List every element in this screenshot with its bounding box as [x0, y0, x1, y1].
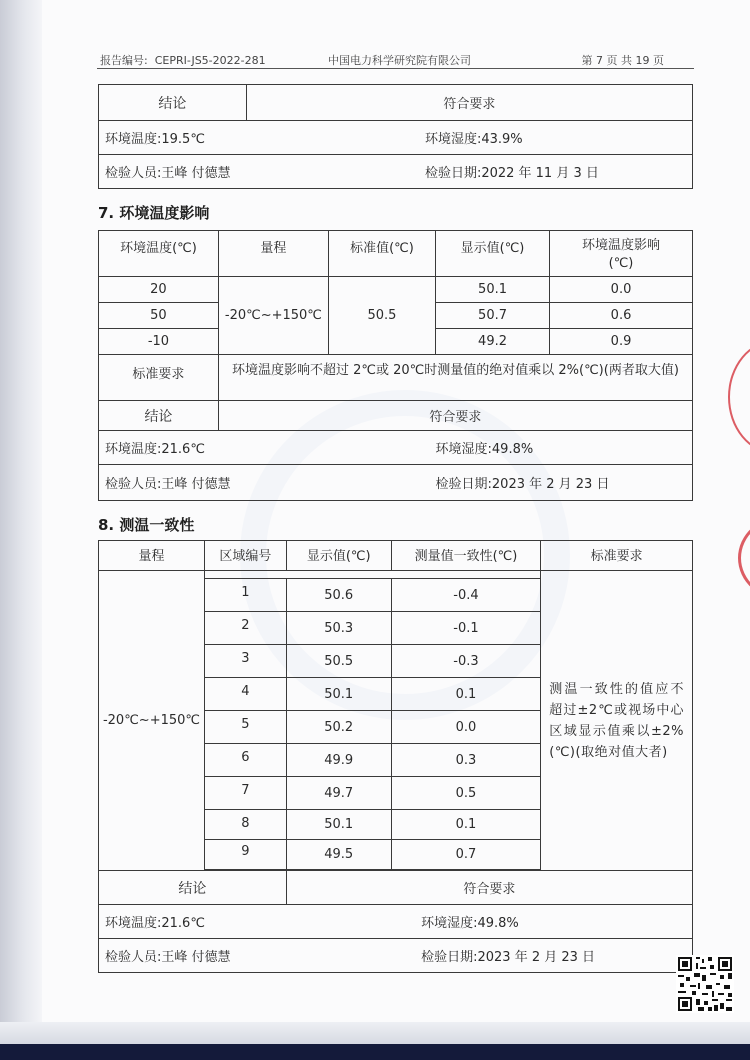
scanner-bottom-bar — [0, 1044, 750, 1060]
cell-consistency: -0.3 — [391, 645, 541, 678]
cell-zone: 1 — [204, 579, 286, 612]
table-row — [99, 277, 693, 303]
cell-effect: 0.6 — [550, 303, 693, 329]
page-binding-shadow — [0, 0, 42, 1060]
cell-zone: 6 — [204, 744, 286, 777]
cell-consistency: 0.5 — [391, 777, 541, 810]
env-temp: 环境温度:21.6℃ — [99, 431, 436, 465]
inspection-date: 检验日期:2023 年 2 月 23 日 — [391, 939, 692, 973]
cell-temp: 50 — [99, 303, 219, 329]
cell-display: 50.7 — [436, 303, 550, 329]
section-8-title: 8. 测温一致性 — [98, 516, 195, 534]
cell-consistency: -0.1 — [391, 612, 541, 645]
header-display: 显示值(℃) — [286, 541, 391, 571]
cell-display: 50.1 — [286, 678, 391, 711]
env-humidity: 环境湿度:49.8% — [391, 905, 692, 939]
env-temp: 环境温度:19.5℃ — [99, 121, 421, 155]
header-consistency: 测量值一致性(℃) — [391, 541, 541, 571]
cell-display: 49.9 — [286, 744, 391, 777]
page-number: 第 7 页 共 19 页 — [581, 54, 664, 67]
qr-code-icon — [676, 955, 734, 1013]
header-requirement: 标准要求 — [541, 541, 693, 571]
env-humidity: 环境湿度:49.8% — [436, 431, 693, 465]
temp-consistency-table — [98, 540, 693, 973]
conclusion-value: 符合要求 — [286, 871, 692, 905]
cell-temp: 20 — [99, 277, 219, 303]
requirement-label: 标准要求 — [99, 355, 219, 401]
requirement-text: 环境温度影响不超过 2℃或 20℃时测量值的绝对值乘以 2%(℃)(两者取大值) — [218, 355, 692, 401]
section-7-title: 7. 环境温度影响 — [98, 204, 210, 222]
cell-range: -20℃~+150℃ — [218, 277, 328, 355]
conclusion-label: 结论 — [99, 85, 247, 121]
cell-zone: 4 — [204, 678, 286, 711]
inspectors: 检验人员:王峰 付德慧 — [99, 155, 421, 189]
conclusion-label: 结论 — [99, 401, 219, 431]
red-seal-stamp-top — [728, 340, 750, 454]
cell-display: 49.7 — [286, 777, 391, 810]
cell-consistency: -0.4 — [391, 579, 541, 612]
requirement-text: 测温一致性的值应不超过±2℃或视场中心区域显示值乘以±2%(℃)(取绝对值大者) — [541, 571, 693, 871]
cell-zone: 9 — [204, 840, 286, 870]
top-result-table — [98, 84, 693, 189]
cell-display: 50.5 — [286, 645, 391, 678]
cell-range: -20℃~+150℃ — [99, 571, 205, 871]
inspection-date: 检验日期:2023 年 2 月 23 日 — [436, 465, 693, 501]
header-range: 量程 — [99, 541, 205, 571]
inspectors: 检验人员:王峰 付德慧 — [99, 939, 392, 973]
cell-effect: 0.0 — [550, 277, 693, 303]
cell-standard: 50.5 — [328, 277, 435, 355]
header-display: 显示值(℃) — [436, 231, 550, 277]
cell-display: 50.2 — [286, 711, 391, 744]
page-bottom-edge — [0, 1022, 750, 1044]
red-seal-stamp-bottom — [738, 515, 750, 601]
page-header — [100, 52, 694, 68]
header-zone: 区域编号 — [204, 541, 286, 571]
cell-display: 50.6 — [286, 579, 391, 612]
cell-display: 49.5 — [286, 840, 391, 870]
header-effect: 环境温度影响(℃) — [550, 231, 693, 277]
cell-display: 50.1 — [286, 810, 391, 840]
cell-temp: -10 — [99, 329, 219, 355]
cell-effect: 0.9 — [550, 329, 693, 355]
inspectors: 检验人员:王峰 付德慧 — [99, 465, 436, 501]
cell-zone: 3 — [204, 645, 286, 678]
env-temp-effect-table — [98, 230, 693, 501]
conclusion-value: 符合要求 — [246, 85, 692, 121]
cell-consistency: 0.1 — [391, 678, 541, 711]
cell-zone: 7 — [204, 777, 286, 810]
organization-name: 中国电力科学研究院有限公司 — [328, 54, 471, 67]
cell-consistency: 0.3 — [391, 744, 541, 777]
cell-zone: 8 — [204, 810, 286, 840]
env-temp: 环境温度:21.6℃ — [99, 905, 392, 939]
conclusion-label: 结论 — [99, 871, 287, 905]
cell-display: 49.2 — [436, 329, 550, 355]
header-standard: 标准值(℃) — [328, 231, 435, 277]
header-env-temp: 环境温度(℃) — [99, 231, 219, 277]
cell-consistency: 0.0 — [391, 711, 541, 744]
cell-zone: 5 — [204, 711, 286, 744]
cell-display: 50.3 — [286, 612, 391, 645]
cell-zone: 2 — [204, 612, 286, 645]
env-humidity: 环境湿度:43.9% — [421, 121, 693, 155]
cell-display: 50.1 — [436, 277, 550, 303]
cell-consistency: 0.1 — [391, 810, 541, 840]
report-number: 报告编号: CEPRI-JS5-2022-281 — [100, 54, 266, 67]
conclusion-value: 符合要求 — [218, 401, 692, 431]
inspection-date: 检验日期:2022 年 11 月 3 日 — [421, 155, 693, 189]
header-divider — [97, 68, 694, 69]
cell-consistency: 0.7 — [391, 840, 541, 870]
header-range: 量程 — [218, 231, 328, 277]
